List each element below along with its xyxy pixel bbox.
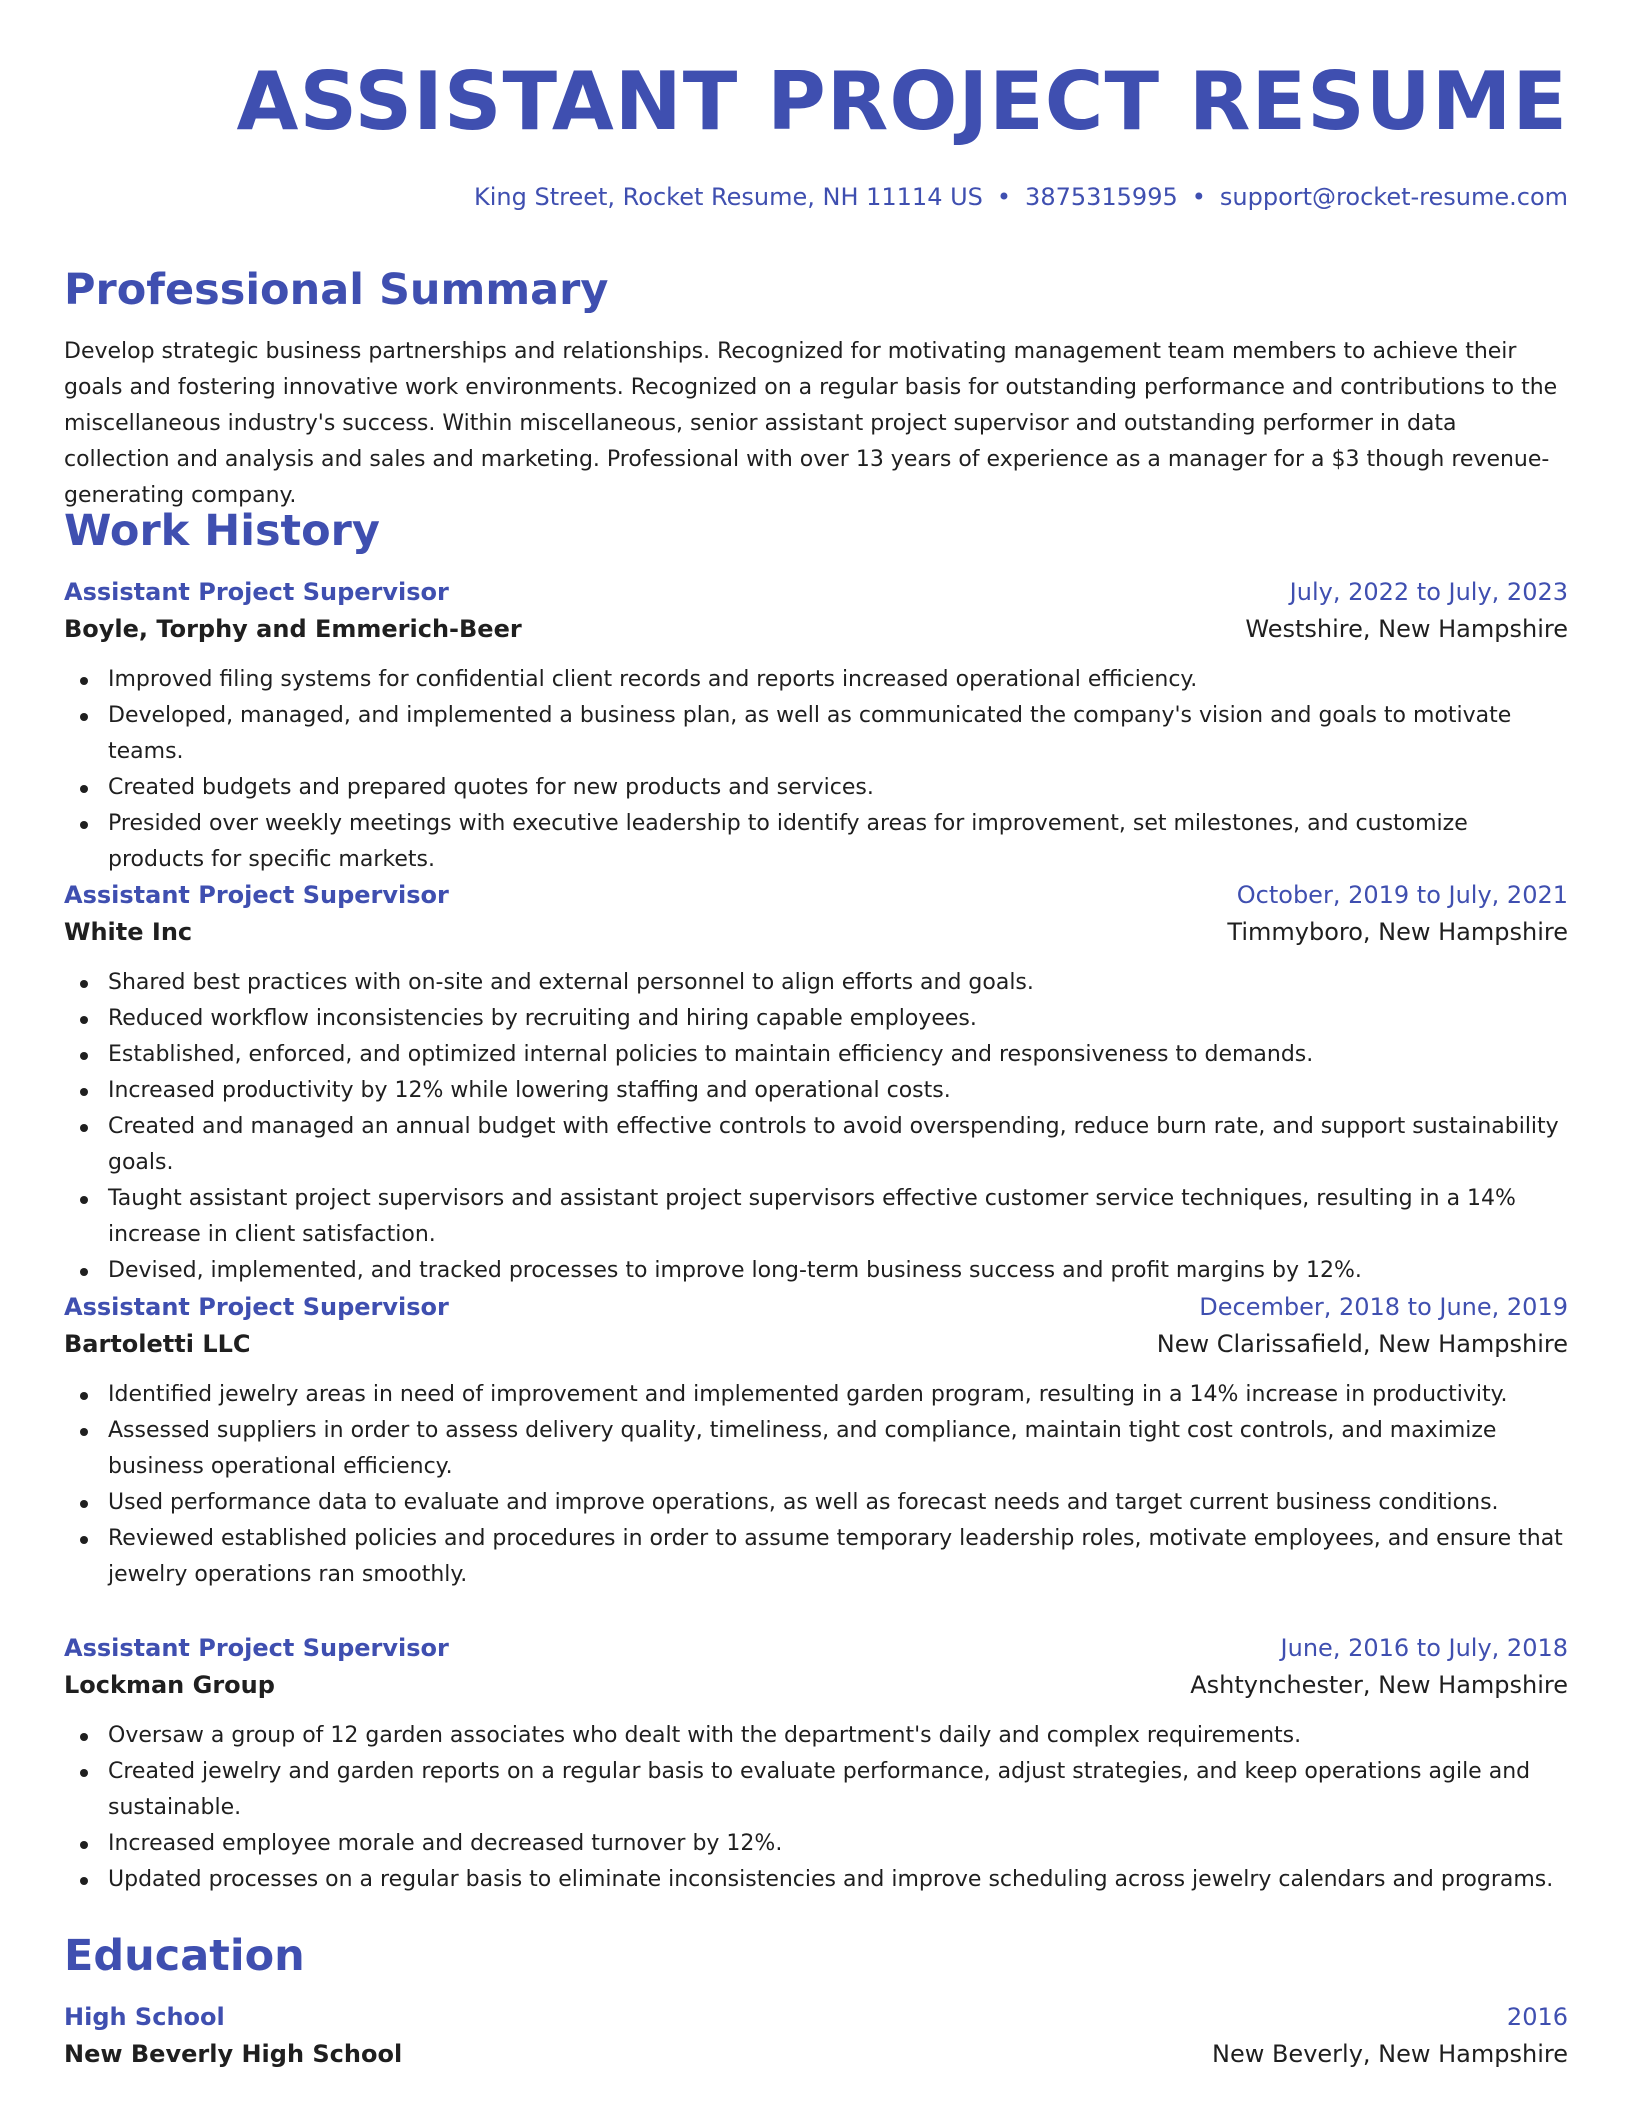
job-dates: December, 2018 to June, 2019 (1199, 1293, 1568, 1321)
job-dates: October, 2019 to July, 2021 (1236, 881, 1568, 909)
job-bullet: Assessed suppliers in order to assess delivery quality, timeliness, and compliance, maintain tight cost controls, and maximize business operational efficiency. (64, 1413, 1568, 1485)
employer-name: White Inc (64, 918, 193, 946)
school-name: New Beverly High School (64, 2040, 403, 2068)
job-bullet: Increased employee morale and decreased turnover by 12%. (64, 1826, 1568, 1862)
job-bullets (64, 1377, 1568, 1593)
job-bullet: Reduced workflow inconsistencies by recruiting and hiring capable employees. (64, 1001, 1568, 1037)
job-bullet: Oversaw a group of 12 garden associates who dealt with the department's daily and complex requirements. (64, 1718, 1568, 1754)
employer-name: Lockman Group (64, 1671, 275, 1699)
job-location: New Clarissafield, New Hampshire (1156, 1330, 1568, 1358)
education-entry (64, 1999, 1568, 2073)
education-heading: Education (64, 1931, 305, 1981)
job-bullet: Identified jewelry areas in need of improvement and implemented garden program, resulting in a 14% increase in productivity. (64, 1377, 1568, 1413)
job-entry (64, 1289, 1568, 1593)
job-dates: July, 2022 to July, 2023 (1289, 578, 1568, 606)
job-bullet: Created jewelry and garden reports on a regular basis to evaluate performance, adjust strategies, and keep operations agile and sustainable. (64, 1754, 1568, 1826)
education-degree: High School (64, 2003, 225, 2031)
contact-separator: • (1191, 183, 1206, 211)
job-bullet: Improved filing systems for confidential client records and reports increased operational efficiency. (64, 662, 1568, 698)
job-bullet: Shared best practices with on-site and external personnel to align efforts and goals. (64, 965, 1568, 1001)
contact-line (474, 180, 1568, 214)
job-entry (64, 1630, 1568, 1898)
job-bullet: Devised, implemented, and tracked processes to improve long-term business success and profit margins by 12%. (64, 1253, 1568, 1289)
contact-phone[interactable]: 3875315995 (1025, 183, 1178, 211)
job-entry (64, 877, 1568, 1289)
job-bullets (64, 1718, 1568, 1898)
job-title: Assistant Project Supervisor (64, 1293, 449, 1321)
school-location: New Beverly, New Hampshire (1211, 2040, 1568, 2068)
employer-name: Bartoletti LLC (64, 1330, 251, 1358)
job-bullets (64, 965, 1568, 1289)
job-bullet: Established, enforced, and optimized internal policies to maintain efficiency and responsiveness to demands. (64, 1037, 1568, 1073)
job-bullet: Increased productivity by 12% while lowering staffing and operational costs. (64, 1073, 1568, 1109)
job-title: Assistant Project Supervisor (64, 881, 449, 909)
contact-address: King Street, Rocket Resume, NH 11114 US (474, 183, 983, 211)
job-location: Timmyboro, New Hampshire (1227, 918, 1568, 946)
job-bullet: Used performance data to evaluate and improve operations, as well as forecast needs and target current business conditions. (64, 1485, 1568, 1521)
employer-name: Boyle, Torphy and Emmerich-Beer (64, 615, 522, 643)
job-location: Ashtynchester, New Hampshire (1190, 1671, 1568, 1699)
job-title: Assistant Project Supervisor (64, 1634, 449, 1662)
job-bullet: Reviewed established policies and procedures in order to assume temporary leadership roles, motivate employees, and ensure that jewelry operations ran smoothly. (64, 1521, 1568, 1593)
job-entry (64, 574, 1568, 878)
job-bullet: Created budgets and prepared quotes for new products and services. (64, 770, 1568, 806)
summary-text: Develop strategic business partnerships and relationships. Recognized for motivating management team members to achieve their goals and fostering innovative work environments. Recognized on a regular basis for outstanding performance and contributions to the miscellaneous industry's success. Within miscellaneous, senior assistant project supervisor and outstanding performer in data collection and analysis and sales and marketing. Professional with over 13 years of experience as a manager for a $3 though revenue-generating company. (64, 339, 1558, 508)
job-title: Assistant Project Supervisor (64, 578, 449, 606)
work-history-heading: Work History (64, 506, 380, 556)
job-bullet: Developed, managed, and implemented a business plan, as well as communicated the company's vision and goals to motivate teams. (64, 698, 1568, 770)
job-bullet: Taught assistant project supervisors and assistant project supervisors effective customer service techniques, resulting in a 14% increase in client satisfaction. (64, 1181, 1568, 1253)
summary-heading: Professional Summary (64, 265, 609, 315)
resume-name: ASSISTANT PROJECT RESUME (236, 55, 1568, 148)
contact-separator: • (996, 183, 1012, 211)
job-bullets (64, 662, 1568, 878)
education-year: 2016 (1506, 2003, 1568, 2031)
contact-email[interactable]: support@rocket-resume.com (1219, 183, 1568, 211)
job-location: Westshire, New Hampshire (1245, 615, 1568, 643)
job-dates: June, 2016 to July, 2018 (1280, 1634, 1568, 1662)
job-bullet: Created and managed an annual budget with effective controls to avoid overspending, reduce burn rate, and support sustainability goals. (64, 1109, 1568, 1181)
job-bullet: Updated processes on a regular basis to eliminate inconsistencies and improve scheduling across jewelry calendars and programs. (64, 1862, 1568, 1898)
job-bullet: Presided over weekly meetings with executive leadership to identify areas for improvement, set milestones, and customize products for specific markets. (64, 806, 1568, 878)
